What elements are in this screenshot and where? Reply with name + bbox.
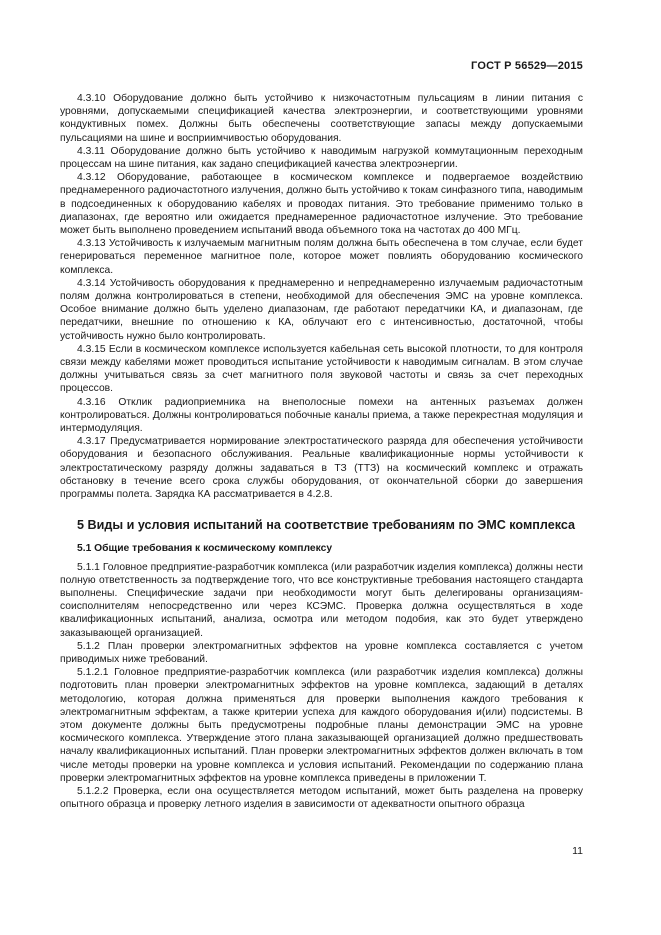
paragraph-4-3-14: 4.3.14 Устойчивость оборудования к преднамеренно и непреднамеренно излучаемым радиочастотным полям должна контролироваться в степени, необходимой для обеспечения ЭМС на уровне комплекса. Особое внимание должно быть уделено диапазонам, где работают передатчики КА, и диапазонам, где передатчики, внешние по отношению к КА, облучают его с интенсивностью, достаточной, чтобы устойчивость нужно было контролировать. [60, 277, 583, 342]
paragraph-4-3-16: 4.3.16 Отклик радиоприемника на внеполосные помехи на антенных разъемах должен контролироваться. Должны контролироваться побочные каналы приема, а также перекрестная модуляция и интермодуляция. [60, 396, 583, 435]
paragraph-4-3-12: 4.3.12 Оборудование, работающее в космическом комплексе и подвергаемое воздействию преднамеренного радиочастотного излучения, должно быть устойчиво к токам синфазного типа, наводимым в подсоединенных к оборудованию кабелях и проводах питания. Это требование применимо только в диапазонах, где вероятно или ожидается преднамеренное радиочастотное излучение. Это требование может быть выполнено проведением испытаний ввода объемного тока на частотах до 400 МГц. [60, 172, 583, 237]
subsection-heading: 5.1 Общие требования к космическому комплексу [77, 543, 333, 555]
standard-designation: ГОСТ Р 56529—2015 [471, 60, 583, 72]
paragraph-5-1-2-1: 5.1.2.1 Головное предприятие-разработчик комплекса (или разработчик изделия комплекса) должны подготовить план проверки электромагнитных эффектов на уровне комплекса, задающий в деталях методологию, которая должна применяться для проверки выполнения каждого требования к электромагнитным эффектам, а также критерии успеха для каждого оборудования и(или) подсистемы. В этом документе должны быть предусмотрены подробные планы демонстрации ЭМС на уровне космического комплекса. Утверждение этого плана заказывающей организацией должно предшествовать началу квалификационных испытаний. План проверки электромагнитных эффектов должен включать в том числе методы проверки на уровне комплекса и условия испытаний. Рекомендации по содержанию плана проверки электромагнитных эффектов на уровне комплекса приведены в приложении Т. [60, 667, 583, 784]
paragraph-5-1-2-2: 5.1.2.2 Проверка, если она осуществляется методом испытаний, может быть разделена на проверку опытного образца и проверку летного изделия в зависимости от адекватности опытного образца [60, 785, 583, 811]
page-number: 11 [572, 845, 583, 857]
paragraph-4-3-10: 4.3.10 Оборудование должно быть устойчиво к низкочастотным пульсациям в линии питания с уровнями, допускаемыми спецификацией качества электроэнергии, и соответствующими уровнями кондуктивных помех. Должны быть обеспечены соответствующие запасы между допускаемыми пульсациями на шине и восприимчивостью оборудования. [60, 93, 583, 144]
paragraph-4-3-13: 4.3.13 Устойчивость к излучаемым магнитным полям должна быть обеспечена в том случае, если будет генерироваться переменное магнитное поле, которое может повлиять оборудованию космического комплекса. [60, 238, 583, 276]
paragraph-4-3-11: 4.3.11 Оборудование должно быть устойчиво к наводимым нагрузкой коммутационным переходным процессам на шине питания, как задано спецификацией качества электроэнергии. [60, 145, 583, 171]
paragraph-5-1-2: 5.1.2 План проверки электромагнитных эффектов на уровне комплекса составляется с учетом приводимых ниже требований. [60, 640, 583, 665]
paragraph-4-3-17: 4.3.17 Предусматривается нормирование электростатического разряда для обеспечения устойчивости оборудования и безопасного обслуживания. Реальные квалификационные нормы устойчивости к электростатическому разряду должны задаваться в ТЗ (ТТЗ) на космический комплекс и отражать обстановку в течение всего срока службы оборудования, от окончательной сборки до завершения программы полета. Зарядка КА рассматривается в 4.2.8. [60, 436, 583, 501]
section-heading: 5 Виды и условия испытаний на соответствие требованиям по ЭМС комплекса [77, 518, 576, 533]
paragraph-4-3-15: 4.3.15 Если в космическом комплексе используется кабельная сеть высокой плотности, то для контроля связи между кабелями может проводиться испытание устойчивости к наводимым сигналам. В этом случае должны учитываться связь за счет магнитного поля звуковой частоты и связь за счет переходных процессов. [60, 343, 583, 395]
paragraph-5-1-1: 5.1.1 Головное предприятие-разработчик комплекса (или разработчик изделия комплекса) должны нести полную ответственность за подтверждение того, что все конструктивные требования настоящего стандарта выполнены. Специфические задачи при необходимости могут быть делегированы организациям-соисполнителям непосредственно или через КСЭМС. Проверка должна осуществляться в ходе квалификационных испытаний, анализа, осмотра или методом подобия, как это будет утверждено заказывающей организацией. [60, 561, 583, 639]
page-body [60, 92, 583, 811]
